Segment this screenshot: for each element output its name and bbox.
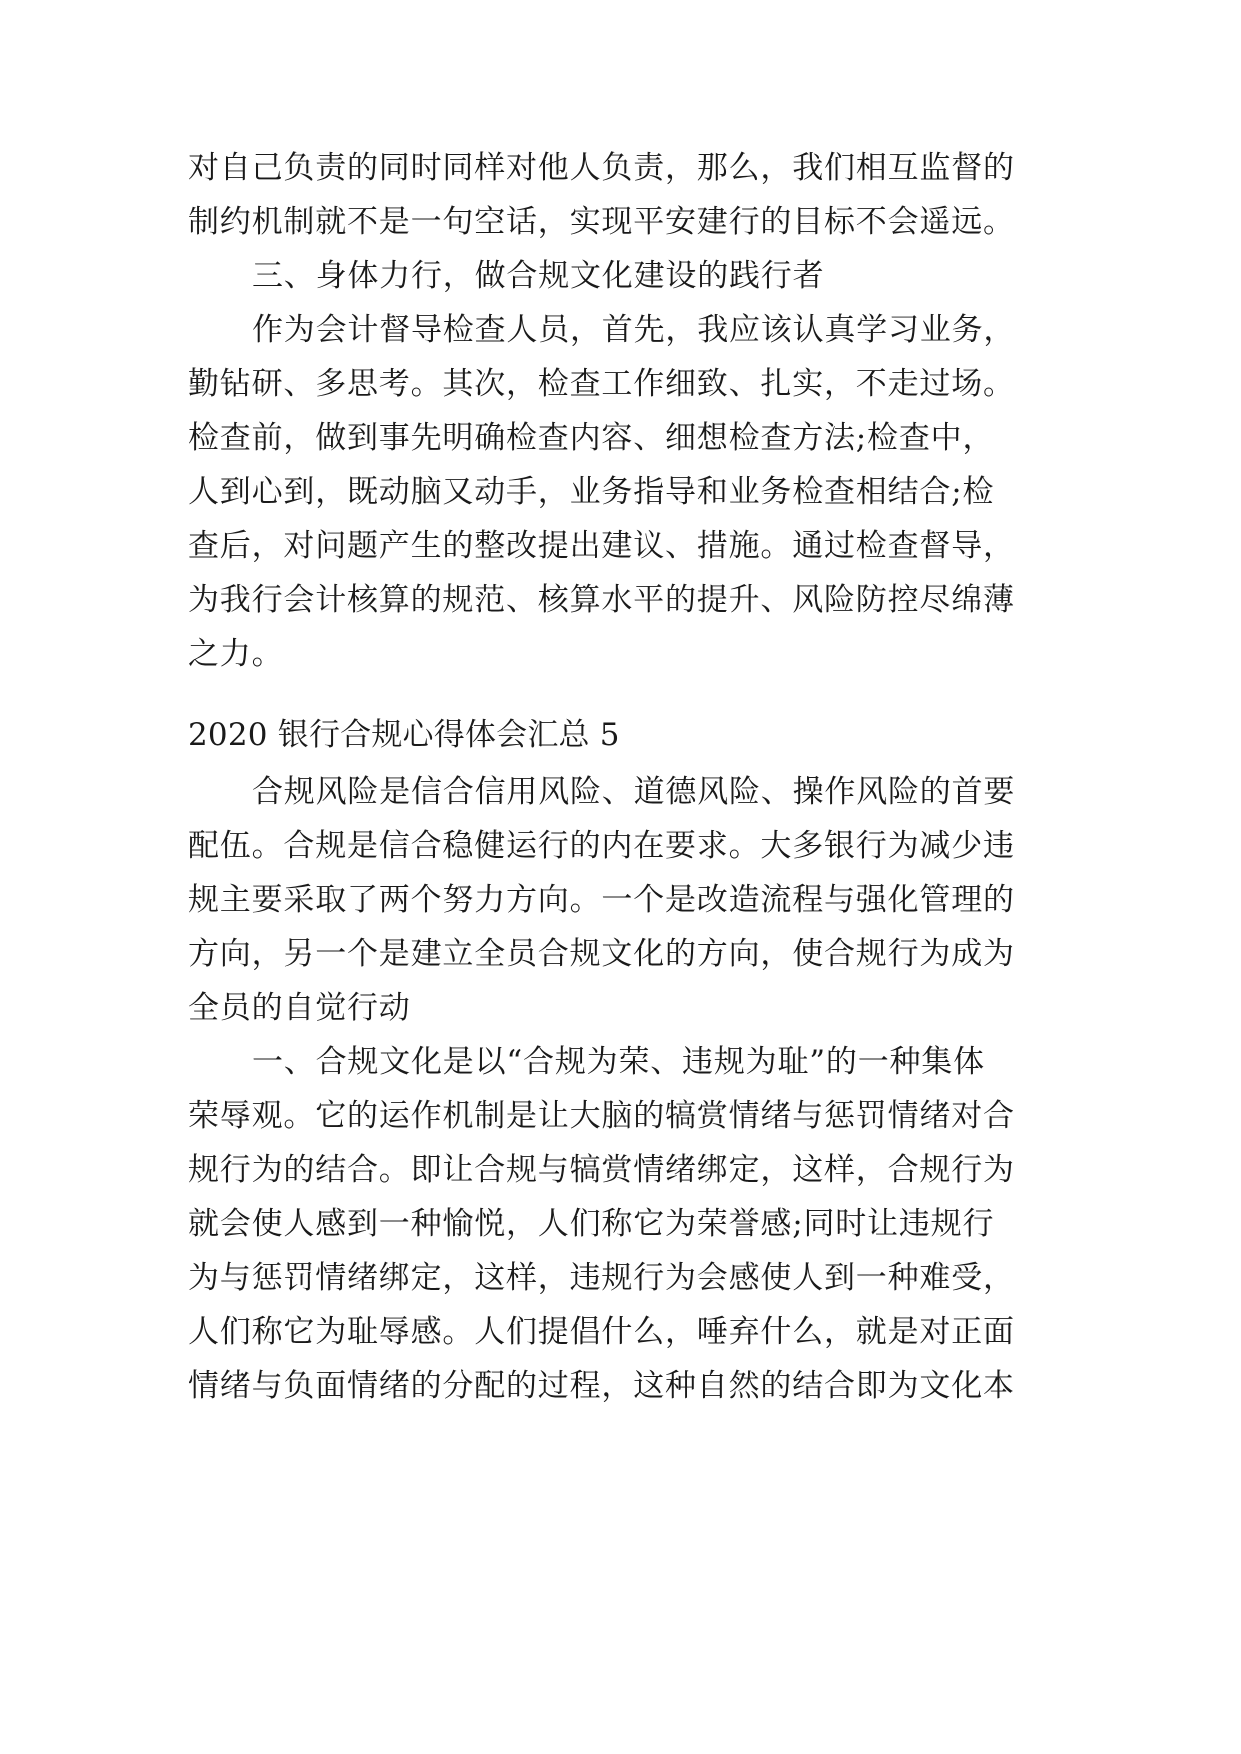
paragraph-line: 查后，对问题产生的整改提出建议、措施。通过检查督导， xyxy=(188,528,1015,564)
paragraph-line: 情绪与负面情绪的分配的过程，这种自然的结合即为文化本 xyxy=(188,1368,1015,1404)
paragraph-line: 之力。 xyxy=(188,636,284,672)
paragraph-line: 制约机制就不是一句空话，实现平安建行的目标不会遥远。 xyxy=(188,204,1015,240)
paragraph-line: 一、合规文化是以“合规为荣、违规为耻”的一种集体 xyxy=(252,1044,985,1080)
paragraph-line: 对自己负责的同时同样对他人负责，那么，我们相互监督的 xyxy=(188,150,1015,186)
paragraph-line: 方向，另一个是建立全员合规文化的方向，使合规行为成为 xyxy=(188,936,1015,972)
paragraph-line: 就会使人感到一种愉悦，人们称它为荣誉感;同时让违规行 xyxy=(188,1206,995,1242)
paragraph-line: 配伍。合规是信合稳健运行的内在要求。大多银行为减少违 xyxy=(188,828,1015,864)
paragraph-line: 全员的自觉行动 xyxy=(188,990,411,1026)
paragraph-line: 规主要采取了两个努力方向。一个是改造流程与强化管理的 xyxy=(188,882,1015,918)
paragraph-line: 为与惩罚情绪绑定，这样，违规行为会感使人到一种难受， xyxy=(188,1260,1015,1296)
paragraph-line: 合规风险是信合信用风险、道德风险、操作风险的首要 xyxy=(252,774,1016,810)
paragraph-line: 荣辱观。它的运作机制是让大脑的犒赏情绪与惩罚情绪对合 xyxy=(188,1098,1015,1134)
document-title: 2020 银行合规心得体会汇总 5 xyxy=(188,717,620,753)
paragraph-line: 为我行会计核算的规范、核算水平的提升、风险防控尽绵薄 xyxy=(188,582,1015,618)
paragraph-line: 作为会计督导检查人员，首先，我应该认真学习业务， xyxy=(252,312,1016,348)
paragraph-line: 勤钻研、多思考。其次，检查工作细致、扎实，不走过场。 xyxy=(188,366,1015,402)
paragraph-line: 检查前，做到事先明确检查内容、细想检查方法;检查中， xyxy=(188,420,995,456)
section-heading: 三、身体力行，做合规文化建设的践行者 xyxy=(252,258,825,294)
paragraph-line: 人到心到，既动脑又动手，业务指导和业务检查相结合;检 xyxy=(188,474,995,510)
paragraph-line: 人们称它为耻辱感。人们提倡什么，唾弃什么，就是对正面 xyxy=(188,1314,1015,1350)
paragraph-line: 规行为的结合。即让合规与犒赏情绪绑定，这样，合规行为 xyxy=(188,1152,1015,1188)
